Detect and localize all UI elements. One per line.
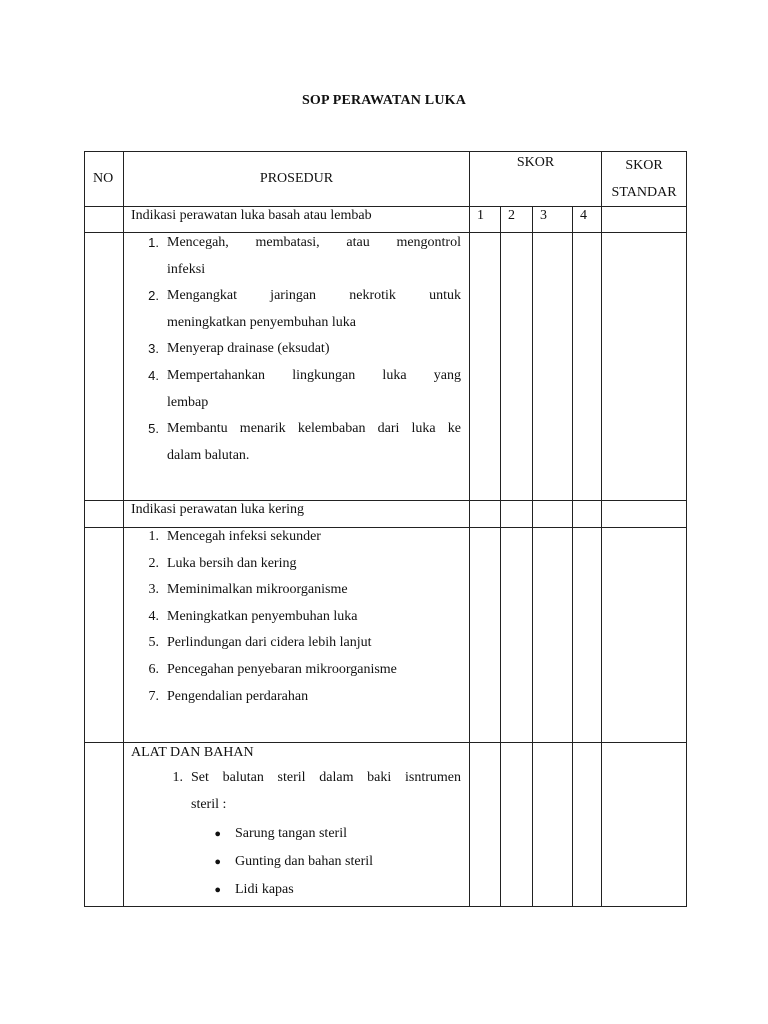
no-cell	[85, 233, 124, 501]
item-number: 4.	[148, 608, 159, 624]
item-text: Mengangkat jaringan nekrotik untuk	[167, 288, 461, 304]
bullet-icon: ●	[214, 884, 221, 897]
skor-standar-cell[interactable]	[602, 743, 687, 907]
bullet-icon: ●	[214, 828, 221, 841]
bullet-item	[124, 848, 469, 876]
score-cell[interactable]	[533, 233, 573, 501]
section1-list-cell	[124, 233, 470, 501]
item-text: meningkatkan penyembuhan luka	[167, 314, 356, 330]
item-number: 4.	[148, 367, 159, 383]
section2-list	[124, 524, 469, 710]
score-cell[interactable]	[470, 528, 501, 743]
score-cell[interactable]	[501, 501, 533, 528]
header-prosedur: PROSEDUR	[124, 152, 470, 207]
item-number: 2.	[148, 555, 159, 571]
item-text: Membantu menarik kelembaban dari luka ke	[167, 421, 461, 437]
section1-items-row	[85, 233, 687, 501]
list-item	[124, 604, 469, 631]
list-item	[124, 765, 469, 792]
sop-table	[84, 151, 687, 907]
document-title: SOP PERAWATAN LUKA	[301, 93, 467, 108]
list-item	[124, 630, 469, 657]
item-text: dalam balutan.	[167, 447, 250, 463]
item-number: 3.	[148, 341, 159, 357]
section3-row	[85, 743, 687, 907]
section3-heading: ALAT DAN BAHAN	[131, 745, 254, 760]
score-number-4: 4	[573, 207, 602, 233]
item-number: 1.	[172, 770, 183, 785]
item-text: Mempertahankan lingkungan luka yang	[167, 367, 461, 383]
item-text: lembap	[167, 394, 209, 410]
score-cell[interactable]	[470, 501, 501, 528]
table-header-row	[85, 152, 687, 207]
score-cell[interactable]	[470, 743, 501, 907]
bullet-item	[124, 876, 469, 904]
list-item-continuation	[124, 257, 469, 284]
no-cell	[85, 207, 124, 233]
score-cell[interactable]	[501, 528, 533, 743]
list-item	[124, 416, 469, 443]
item-text: Menyerap drainase (eksudat)	[167, 341, 330, 357]
list-item	[124, 336, 469, 363]
skor-standar-cell[interactable]	[602, 233, 687, 501]
score-cell[interactable]	[533, 743, 573, 907]
list-item	[124, 684, 469, 711]
section2-list-cell	[124, 528, 470, 743]
skor-standar-cell	[602, 207, 687, 233]
list-item	[124, 524, 469, 551]
list-item	[124, 283, 469, 310]
item-text: Meningkatkan penyembuhan luka	[167, 608, 358, 624]
score-cell[interactable]	[573, 743, 602, 907]
list-item-continuation	[124, 390, 469, 417]
list-item-continuation	[124, 792, 469, 819]
item-text: Pencegahan penyebaran mikroorganisme	[167, 661, 397, 677]
bullet-list	[124, 820, 469, 904]
section1-heading: Indikasi perawatan luka basah atau lembab	[124, 207, 470, 233]
item-text: Meminimalkan mikroorganisme	[167, 582, 348, 598]
no-cell	[85, 528, 124, 743]
score-cell[interactable]	[501, 743, 533, 907]
score-number-2: 2	[501, 207, 533, 233]
bullet-icon: ●	[214, 856, 221, 869]
header-skor-standar	[602, 152, 687, 207]
skor-standar-cell[interactable]	[602, 501, 687, 528]
item-number: 6.	[148, 661, 159, 677]
list-item	[124, 363, 469, 390]
no-cell	[85, 501, 124, 528]
section2-heading: Indikasi perawatan luka kering	[124, 501, 470, 528]
item-text: steril :	[191, 796, 227, 812]
list-item-continuation	[124, 443, 469, 470]
item-text: Set balutan steril dalam baki isntrumen	[191, 770, 461, 785]
list-item	[124, 657, 469, 684]
item-text: Perlindungan dari cidera lebih lanjut	[167, 635, 372, 651]
item-number: 5.	[148, 635, 159, 651]
item-text: Pengendalian perdarahan	[167, 688, 309, 704]
bullet-text: Lidi kapas	[235, 882, 294, 898]
section2-items-row	[85, 528, 687, 743]
bullet-text: Gunting dan bahan steril	[235, 854, 374, 870]
list-item	[124, 551, 469, 578]
header-skor: SKOR	[470, 152, 602, 207]
score-cell[interactable]	[573, 233, 602, 501]
item-number: 1.	[148, 529, 159, 544]
list-item	[124, 230, 469, 257]
item-number: 2.	[148, 288, 159, 304]
item-text: Mencegah infeksi sekunder	[167, 529, 321, 544]
no-cell	[85, 743, 124, 907]
score-number-3: 3	[533, 207, 573, 233]
score-cell[interactable]	[533, 528, 573, 743]
section3-cell	[124, 743, 470, 907]
score-cell[interactable]	[470, 233, 501, 501]
score-cell[interactable]	[533, 501, 573, 528]
header-skor-standar-line2: STANDAR	[611, 185, 677, 200]
score-number-1: 1	[470, 207, 501, 233]
item-text: Luka bersih dan kering	[167, 555, 297, 571]
item-text: infeksi	[167, 261, 206, 277]
skor-standar-cell[interactable]	[602, 528, 687, 743]
score-cell[interactable]	[573, 501, 602, 528]
item-number: 5.	[148, 421, 159, 437]
score-cell[interactable]	[501, 233, 533, 501]
item-text: Mencegah, membatasi, atau mengontrol	[167, 235, 461, 250]
list-item-continuation	[124, 310, 469, 337]
item-number: 7.	[148, 688, 159, 704]
header-no: NO	[85, 152, 124, 207]
bullet-item	[124, 820, 469, 848]
score-cell[interactable]	[573, 528, 602, 743]
section1-list	[124, 230, 469, 469]
section1-heading-row	[85, 207, 687, 233]
bullet-text: Sarung tangan steril	[235, 826, 347, 842]
list-item	[124, 577, 469, 604]
item-number: 1.	[148, 235, 159, 250]
item-number: 3.	[148, 582, 159, 598]
header-skor-standar-line1: SKOR	[625, 158, 663, 173]
